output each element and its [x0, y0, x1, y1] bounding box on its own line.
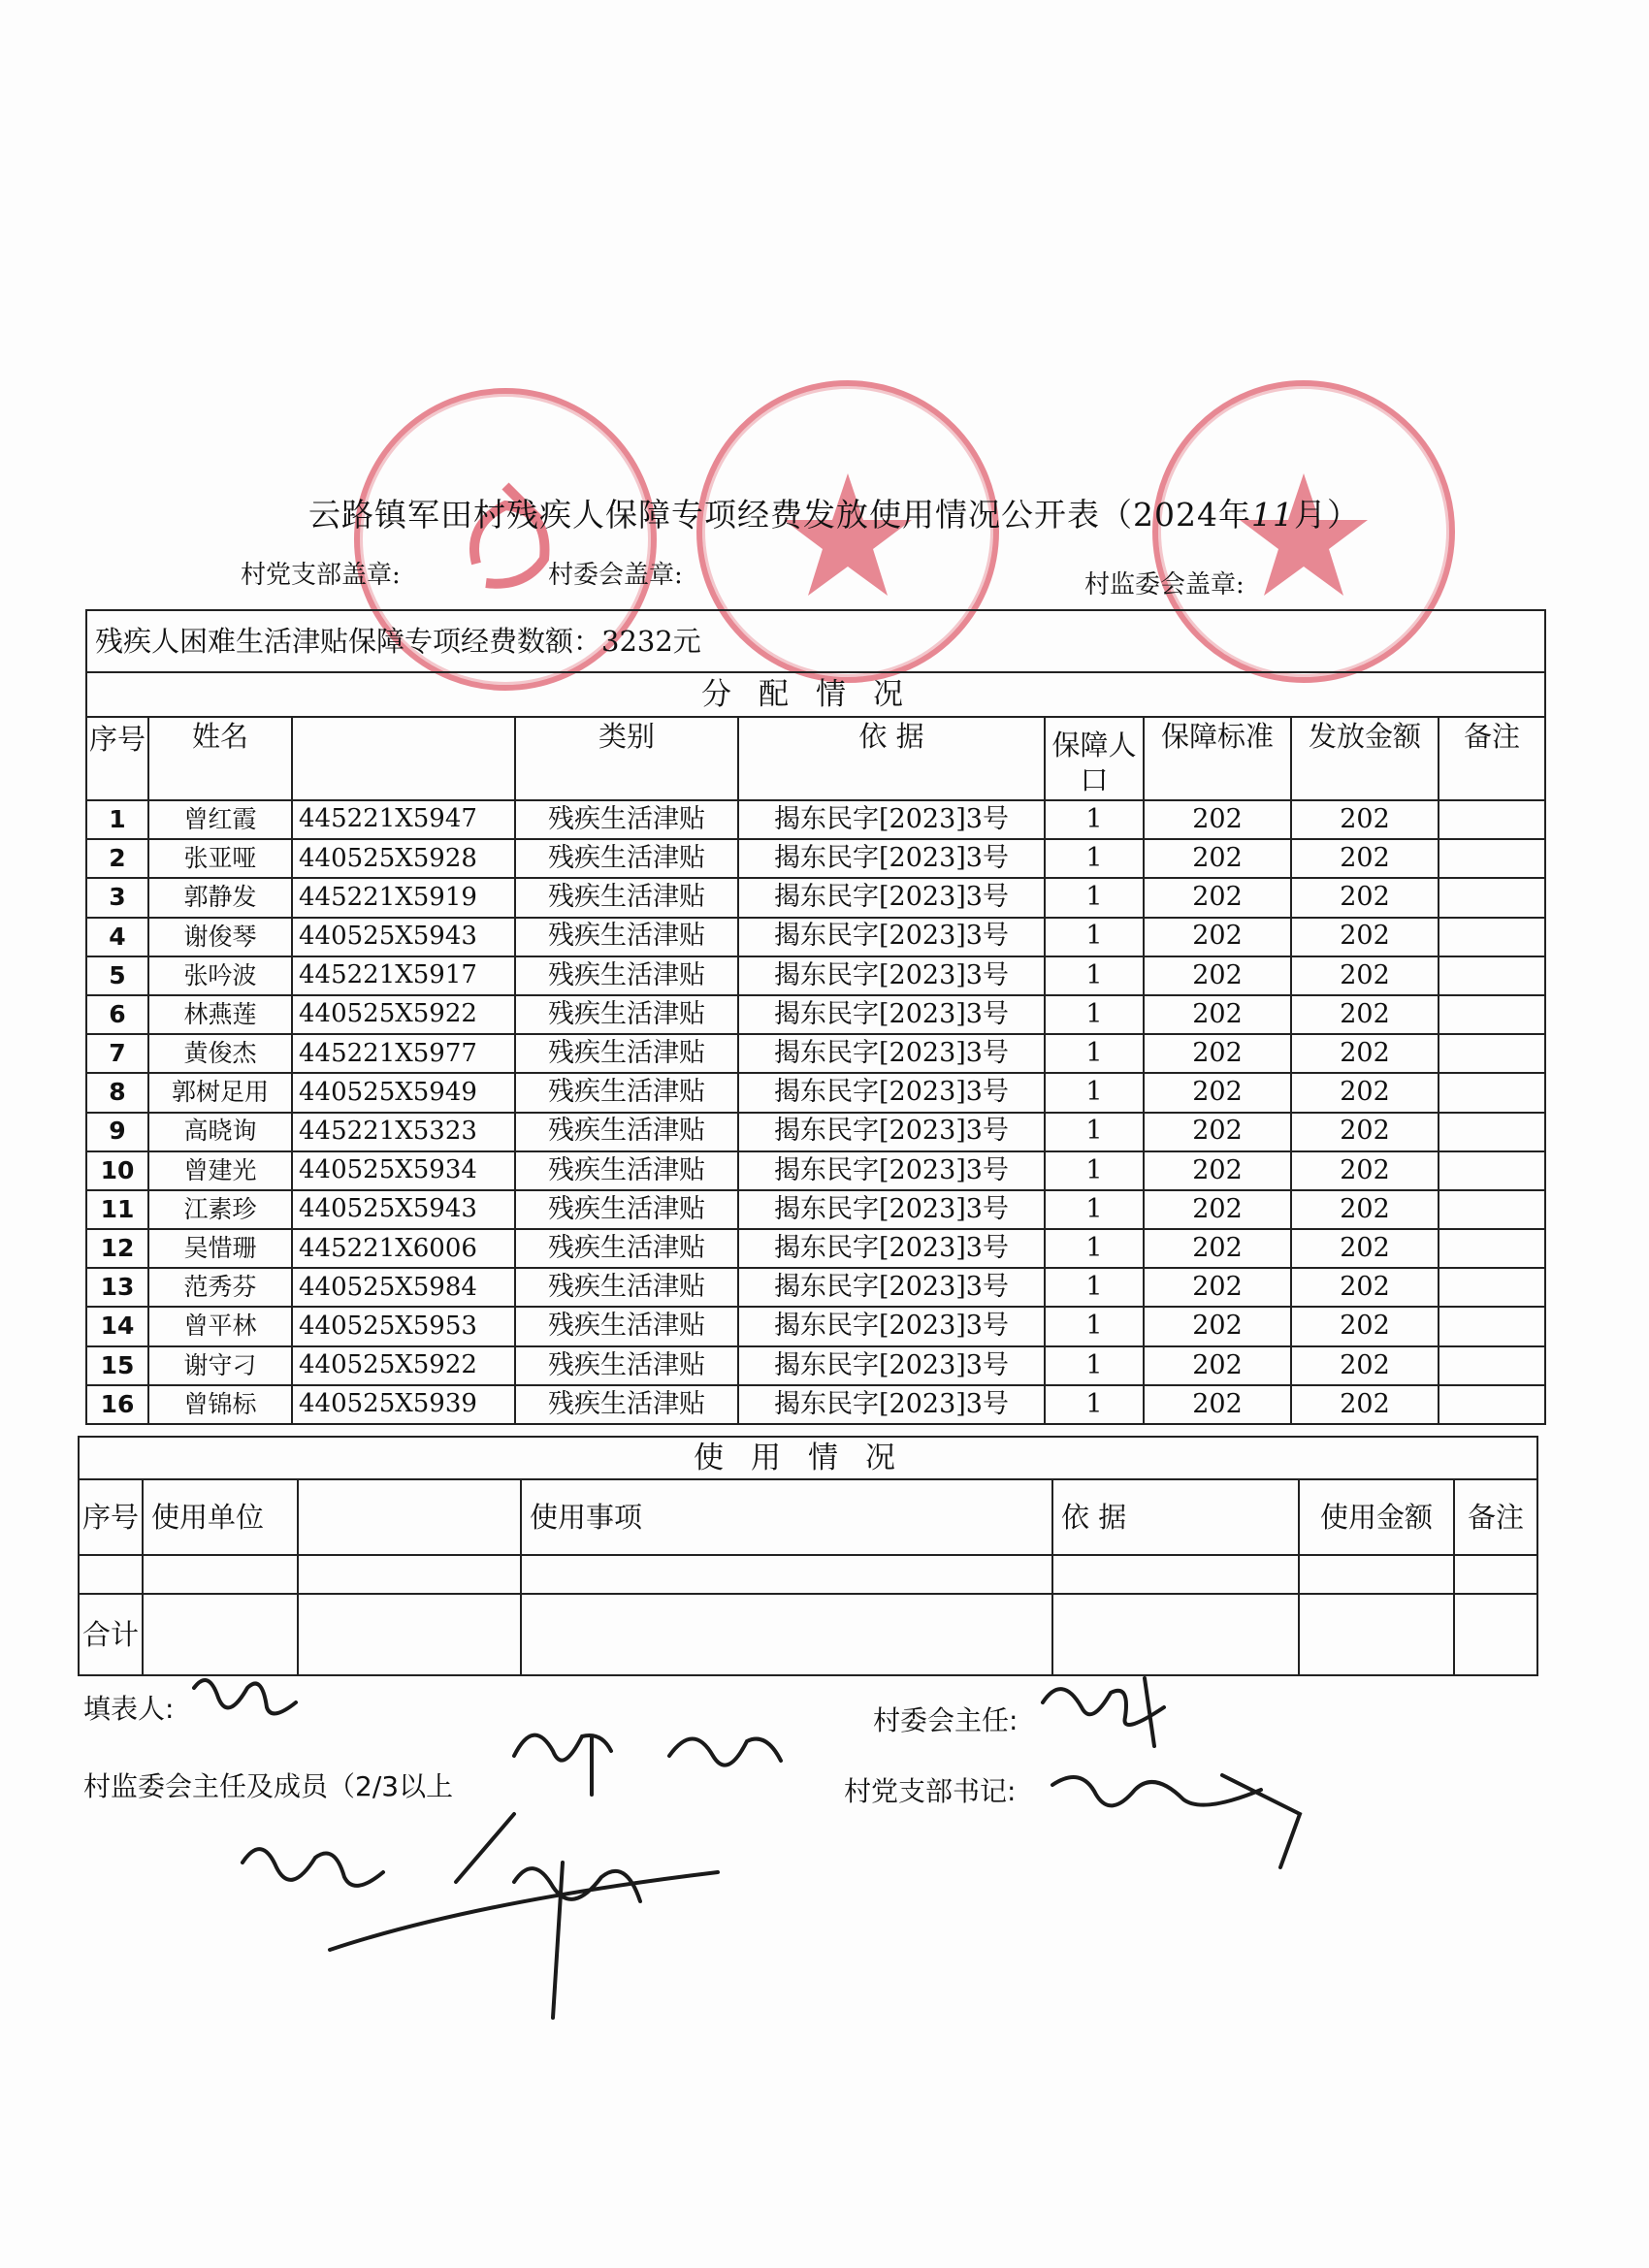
- row-id-number: 445221X6006: [292, 1229, 515, 1268]
- page-title: [223, 490, 1445, 535]
- title-close: 月）: [1293, 496, 1360, 534]
- row-amount: 202: [1291, 839, 1439, 878]
- row-category: 残疾生活津贴: [515, 1034, 738, 1073]
- row-amount: 202: [1291, 1190, 1439, 1229]
- row-note: [1439, 1034, 1545, 1073]
- row-name: 吴惜珊: [148, 1229, 292, 1268]
- row-standard: 202: [1144, 995, 1291, 1034]
- row-seq: 15: [86, 1346, 148, 1385]
- usage-cell: [1454, 1555, 1537, 1594]
- table-row: [86, 995, 1545, 1034]
- header-id: [292, 717, 515, 800]
- row-id-number: 440525X5943: [292, 1190, 515, 1229]
- row-people: 1: [1045, 956, 1144, 995]
- row-standard: 202: [1144, 918, 1291, 956]
- row-name: 林燕莲: [148, 995, 292, 1034]
- distribution-rows: [86, 800, 1545, 1424]
- row-seq: 10: [86, 1151, 148, 1190]
- village-committee-seal-label: 村委会盖章:: [548, 561, 683, 590]
- row-people: 1: [1045, 1307, 1144, 1345]
- row-seq: 9: [86, 1113, 148, 1151]
- row-note: [1439, 995, 1545, 1034]
- row-category: 残疾生活津贴: [515, 800, 738, 839]
- row-standard: 202: [1144, 1346, 1291, 1385]
- row-category: 残疾生活津贴: [515, 1307, 738, 1345]
- row-basis: 揭东民字[2023]3号: [738, 1229, 1045, 1268]
- usage-cell: [521, 1555, 1052, 1594]
- row-id-number: 440525X5922: [292, 995, 515, 1034]
- row-amount: 202: [1291, 1307, 1439, 1345]
- row-name: 谢俊琴: [148, 918, 292, 956]
- row-category: 残疾生活津贴: [515, 1113, 738, 1151]
- row-name: 郭静发: [148, 878, 292, 917]
- table-row: [86, 1113, 1545, 1151]
- row-id-number: 440525X5949: [292, 1073, 515, 1112]
- row-name: 张吟波: [148, 956, 292, 995]
- row-basis: 揭东民字[2023]3号: [738, 1034, 1045, 1073]
- row-amount: 202: [1291, 1385, 1439, 1424]
- row-id-number: 440525X5943: [292, 918, 515, 956]
- row-people: 1: [1045, 1229, 1144, 1268]
- header-people: 保障人口: [1045, 717, 1144, 800]
- row-note: [1439, 839, 1545, 878]
- usage-header-blank: [298, 1479, 521, 1555]
- row-basis: 揭东民字[2023]3号: [738, 1385, 1045, 1424]
- row-id-number: 445221X5919: [292, 878, 515, 917]
- row-name: 曾平林: [148, 1307, 292, 1345]
- row-category: 残疾生活津贴: [515, 1229, 738, 1268]
- table-row: [86, 1385, 1545, 1424]
- row-amount: 202: [1291, 995, 1439, 1034]
- row-basis: 揭东民字[2023]3号: [738, 1307, 1045, 1345]
- row-amount: 202: [1291, 1113, 1439, 1151]
- row-standard: 202: [1144, 1268, 1291, 1307]
- row-note: [1439, 1151, 1545, 1190]
- row-note: [1439, 878, 1545, 917]
- row-note: [1439, 1073, 1545, 1112]
- usage-cell: [1299, 1555, 1454, 1594]
- row-id-number: 445221X5917: [292, 956, 515, 995]
- usage-header-item: 使用事项: [521, 1479, 1052, 1555]
- header-seq: 序号: [86, 717, 148, 800]
- header-basis: 依 据: [738, 717, 1045, 800]
- row-category: 残疾生活津贴: [515, 918, 738, 956]
- row-standard: 202: [1144, 1307, 1291, 1345]
- row-standard: 202: [1144, 839, 1291, 878]
- row-basis: 揭东民字[2023]3号: [738, 1151, 1045, 1190]
- usage-header-note: 备注: [1454, 1479, 1537, 1555]
- row-standard: 202: [1144, 1034, 1291, 1073]
- row-people: 1: [1045, 1190, 1144, 1229]
- row-seq: 8: [86, 1073, 148, 1112]
- row-id-number: 440525X5928: [292, 839, 515, 878]
- distribution-table: [85, 609, 1546, 1425]
- row-basis: 揭东民字[2023]3号: [738, 1113, 1045, 1151]
- row-category: 残疾生活津贴: [515, 1151, 738, 1190]
- usage-header-seq: 序号: [79, 1479, 143, 1555]
- table-row: [86, 1307, 1545, 1345]
- header-note: 备注: [1439, 717, 1545, 800]
- row-name: 范秀芬: [148, 1268, 292, 1307]
- header-standard: 保障标准: [1144, 717, 1291, 800]
- header-amount: 发放金额: [1291, 717, 1439, 800]
- row-people: 1: [1045, 995, 1144, 1034]
- usage-cell: [79, 1555, 143, 1594]
- table-row: [86, 878, 1545, 917]
- row-category: 残疾生活津贴: [515, 995, 738, 1034]
- row-seq: 16: [86, 1385, 148, 1424]
- row-id-number: 440525X5939: [292, 1385, 515, 1424]
- distribution-section-title: 分配情况: [86, 672, 1545, 717]
- row-basis: 揭东民字[2023]3号: [738, 878, 1045, 917]
- table-row: [86, 1229, 1545, 1268]
- row-note: [1439, 1229, 1545, 1268]
- row-amount: 202: [1291, 1073, 1439, 1112]
- row-seq: 3: [86, 878, 148, 917]
- row-amount: 202: [1291, 800, 1439, 839]
- row-category: 残疾生活津贴: [515, 1073, 738, 1112]
- row-amount: 202: [1291, 1229, 1439, 1268]
- row-standard: 202: [1144, 956, 1291, 995]
- row-note: [1439, 1190, 1545, 1229]
- row-basis: 揭东民字[2023]3号: [738, 839, 1045, 878]
- row-note: [1439, 1268, 1545, 1307]
- row-category: 残疾生活津贴: [515, 878, 738, 917]
- committee-director-label: 村委会主任:: [873, 1704, 1018, 1736]
- row-amount: 202: [1291, 918, 1439, 956]
- row-category: 残疾生活津贴: [515, 1346, 738, 1385]
- usage-section-title: 使用情况: [79, 1437, 1537, 1479]
- row-basis: 揭东民字[2023]3号: [738, 1190, 1045, 1229]
- table-row: [86, 1073, 1545, 1112]
- row-seq: 12: [86, 1229, 148, 1268]
- party-branch-seal-label: 村党支部盖章:: [241, 561, 401, 590]
- row-name: 郭树足用: [148, 1073, 292, 1112]
- row-category: 残疾生活津贴: [515, 839, 738, 878]
- row-id-number: 440525X5953: [292, 1307, 515, 1345]
- row-id-number: 440525X5934: [292, 1151, 515, 1190]
- row-id-number: 445221X5947: [292, 800, 515, 839]
- row-people: 1: [1045, 1346, 1144, 1385]
- row-people: 1: [1045, 1034, 1144, 1073]
- row-people: 1: [1045, 918, 1144, 956]
- row-name: 江素珍: [148, 1190, 292, 1229]
- usage-table: [78, 1436, 1538, 1676]
- row-id-number: 440525X5922: [292, 1346, 515, 1385]
- row-amount: 202: [1291, 878, 1439, 917]
- row-standard: 202: [1144, 800, 1291, 839]
- supervisory-seal-label: 村监委会盖章:: [1084, 570, 1245, 599]
- row-basis: 揭东民字[2023]3号: [738, 1073, 1045, 1112]
- party-secretary-label: 村党支部书记:: [844, 1775, 1017, 1807]
- table-row: [86, 839, 1545, 878]
- row-basis: 揭东民字[2023]3号: [738, 956, 1045, 995]
- row-seq: 5: [86, 956, 148, 995]
- row-seq: 1: [86, 800, 148, 839]
- row-id-number: 445221X5323: [292, 1113, 515, 1151]
- table-row: [86, 956, 1545, 995]
- row-note: [1439, 1385, 1545, 1424]
- row-name: 谢守刁: [148, 1346, 292, 1385]
- row-name: 黄俊杰: [148, 1034, 292, 1073]
- funds-amount: 残疾人困难生活津贴保障专项经费数额：3232元: [86, 610, 1545, 672]
- row-seq: 13: [86, 1268, 148, 1307]
- usage-header-basis: 依 据: [1052, 1479, 1299, 1555]
- row-note: [1439, 800, 1545, 839]
- table-row: [86, 1151, 1545, 1190]
- row-category: 残疾生活津贴: [515, 956, 738, 995]
- row-standard: 202: [1144, 1073, 1291, 1112]
- table-row: [86, 1034, 1545, 1073]
- row-people: 1: [1045, 1113, 1144, 1151]
- row-standard: 202: [1144, 1229, 1291, 1268]
- row-seq: 6: [86, 995, 148, 1034]
- table-row: [86, 1190, 1545, 1229]
- row-people: 1: [1045, 800, 1144, 839]
- preparer-label: 填表人:: [83, 1693, 175, 1725]
- usage-cell: [1052, 1555, 1299, 1594]
- row-seq: 4: [86, 918, 148, 956]
- row-basis: 揭东民字[2023]3号: [738, 1268, 1045, 1307]
- row-name: 张亚哑: [148, 839, 292, 878]
- row-amount: 202: [1291, 1034, 1439, 1073]
- usage-header-amount: 使用金额: [1299, 1479, 1454, 1555]
- row-seq: 7: [86, 1034, 148, 1073]
- row-people: 1: [1045, 1151, 1144, 1190]
- row-seq: 2: [86, 839, 148, 878]
- row-basis: 揭东民字[2023]3号: [738, 995, 1045, 1034]
- table-row: [86, 918, 1545, 956]
- row-standard: 202: [1144, 1385, 1291, 1424]
- row-standard: 202: [1144, 878, 1291, 917]
- row-name: 曾锦标: [148, 1385, 292, 1424]
- row-people: 1: [1045, 1385, 1144, 1424]
- row-people: 1: [1045, 1268, 1144, 1307]
- row-standard: 202: [1144, 1151, 1291, 1190]
- row-amount: 202: [1291, 1268, 1439, 1307]
- row-note: [1439, 1113, 1545, 1151]
- title-text: 云路镇军田村残疾人保障专项经费发放使用情况公开表（2024年: [308, 496, 1251, 534]
- row-note: [1439, 956, 1545, 995]
- row-standard: 202: [1144, 1113, 1291, 1151]
- row-id-number: 440525X5984: [292, 1268, 515, 1307]
- header-name: 姓名: [148, 717, 292, 800]
- table-row: [86, 1346, 1545, 1385]
- table-row: [86, 800, 1545, 839]
- row-amount: 202: [1291, 1346, 1439, 1385]
- usage-cell: [143, 1555, 298, 1594]
- supervisory-members-label: 村监委会主任及成员（2/3以上: [83, 1770, 454, 1802]
- row-people: 1: [1045, 878, 1144, 917]
- row-category: 残疾生活津贴: [515, 1268, 738, 1307]
- row-amount: 202: [1291, 956, 1439, 995]
- row-basis: 揭东民字[2023]3号: [738, 800, 1045, 839]
- row-amount: 202: [1291, 1151, 1439, 1190]
- row-name: 曾建光: [148, 1151, 292, 1190]
- usage-total-label: 合计: [79, 1594, 143, 1675]
- usage-cell: [298, 1555, 521, 1594]
- row-category: 残疾生活津贴: [515, 1190, 738, 1229]
- row-people: 1: [1045, 839, 1144, 878]
- row-name: 高晓询: [148, 1113, 292, 1151]
- header-category: 类别: [515, 717, 738, 800]
- row-category: 残疾生活津贴: [515, 1385, 738, 1424]
- row-id-number: 445221X5977: [292, 1034, 515, 1073]
- row-seq: 14: [86, 1307, 148, 1345]
- row-basis: 揭东民字[2023]3号: [738, 1346, 1045, 1385]
- usage-header-unit: 使用单位: [143, 1479, 298, 1555]
- row-basis: 揭东民字[2023]3号: [738, 918, 1045, 956]
- row-people: 1: [1045, 1073, 1144, 1112]
- handwritten-signatures: [0, 1649, 1649, 2115]
- row-name: 曾红霞: [148, 800, 292, 839]
- row-standard: 202: [1144, 1190, 1291, 1229]
- row-note: [1439, 1346, 1545, 1385]
- title-month: 11: [1250, 496, 1294, 534]
- row-seq: 11: [86, 1190, 148, 1229]
- table-row: [86, 1268, 1545, 1307]
- row-note: [1439, 1307, 1545, 1345]
- row-note: [1439, 918, 1545, 956]
